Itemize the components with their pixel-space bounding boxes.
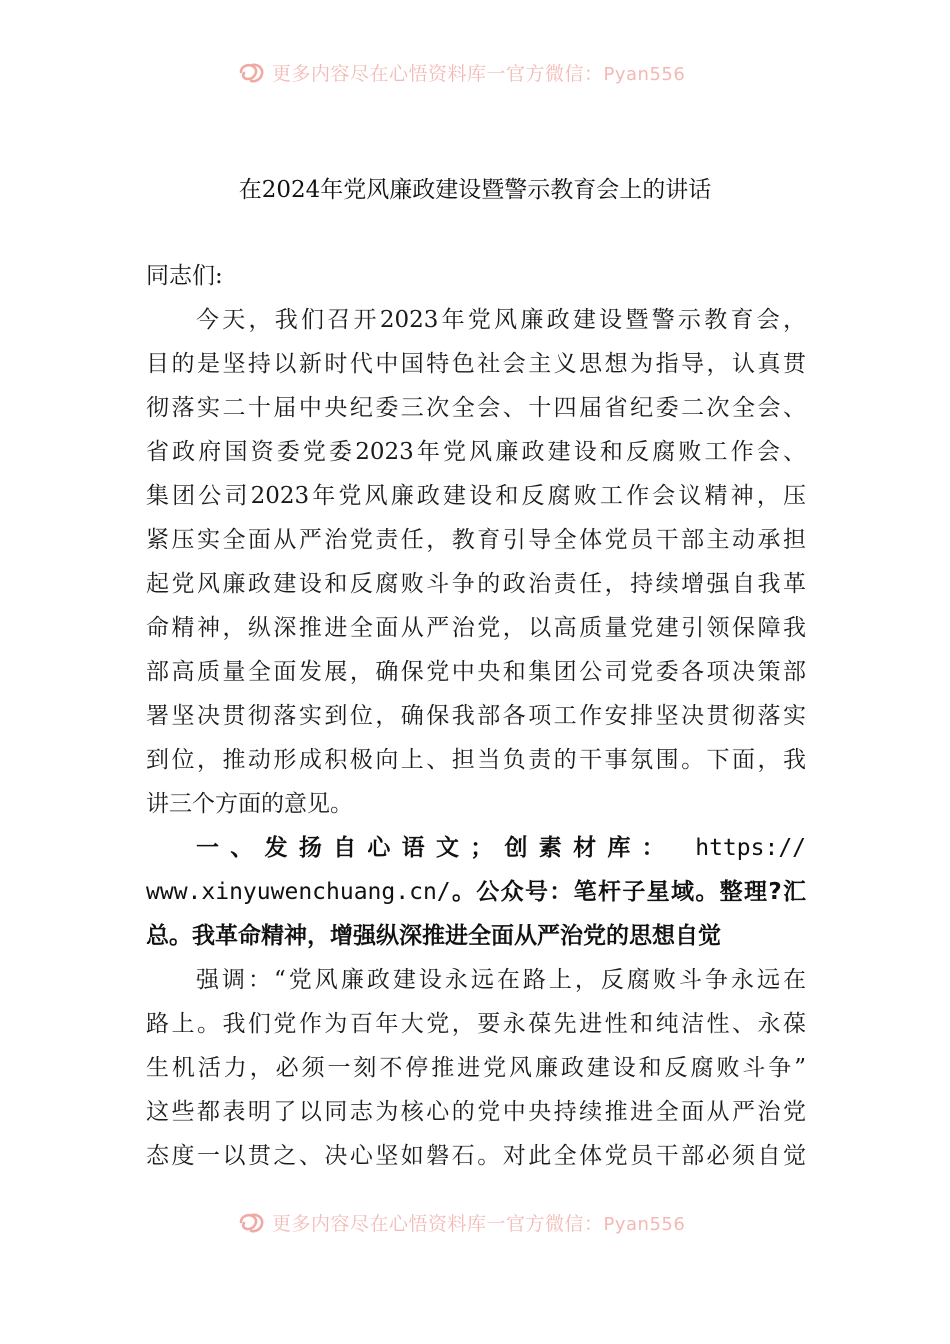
section-heading: 总。我革命精神，增强纵深推进全面从严治党的思想自觉 (146, 923, 721, 949)
paragraph-line: 路上。我们党作为百年大党，要永葆先进性和纯洁性、永葆 (146, 1011, 806, 1037)
heading-url: www.xinyuwenchuang.cn/ (146, 879, 451, 905)
watermark-header (238, 58, 718, 86)
paragraph-line: 起党风廉政建设和反腐败斗争的政治责任，持续增强自我革 (146, 571, 806, 597)
paragraph-line: 讲三个方面的意见。 (146, 791, 353, 817)
paragraph-line: 生机活力，必须一刻不停推进党风廉政建设和反腐败斗争” (146, 1055, 806, 1081)
paragraph-line: 态度一以贯之、决心坚如磐石。对此全体党员干部必须自觉 (146, 1143, 806, 1169)
paragraph-line: 命精神，纵深推进全面从严治党，以高质量党建引领保障我 (146, 615, 806, 641)
paragraph-line: 目的是坚持以新时代中国特色社会主义思想为指导，认真贯 (146, 351, 806, 377)
watermark-footer (238, 1208, 718, 1236)
paragraph-line: 部高质量全面发展，确保党中央和集团公司党委各项决策部 (146, 659, 806, 685)
watermark-text: 更多内容尽在心悟资料库一官方微信：Pyan556 (272, 62, 686, 85)
salutation: 同志们: (146, 263, 223, 289)
section-heading: 一、发扬自心语文；创素材库： https:// (196, 835, 807, 861)
logo-icon (238, 60, 266, 84)
paragraph-line: 今天，我们召开2023年党风廉政建设暨警示教育会， (196, 307, 806, 333)
paragraph-line: 到位，推动形成积极向上、担当负责的干事氛围。下面，我 (146, 747, 806, 773)
heading-url: https:// (695, 835, 807, 861)
section-heading: www.xinyuwenchuang.cn/。公众号：笔杆子星域。整理?汇 (146, 879, 806, 905)
paragraph-line: 署坚决贯彻落实到位，确保我部各项工作安排坚决贯彻落实 (146, 703, 806, 729)
paragraph-line: 紧压实全面从严治党责任，教育引导全体党员干部主动承担 (146, 527, 806, 553)
logo-icon (238, 1210, 266, 1234)
paragraph-line: 彻落实二十届中央纪委三次全会、十四届省纪委二次全会、 (146, 395, 806, 421)
paragraph-line: 集团公司2023年党风廉政建设和反腐败工作会议精神，压 (146, 483, 806, 509)
paragraph-line: 省政府国资委党委2023年党风廉政建设和反腐败工作会、 (146, 439, 806, 465)
watermark-text: 更多内容尽在心悟资料库一官方微信：Pyan556 (272, 1212, 686, 1235)
document-title: 在2024年党风廉政建设暨警示教育会上的讲话 (238, 177, 712, 203)
paragraph-line: 这些都表明了以同志为核心的党中央持续推进全面从严治党 (146, 1099, 806, 1125)
paragraph-line: 强调：“党风廉政建设永远在路上，反腐败斗争永远在 (196, 967, 806, 993)
